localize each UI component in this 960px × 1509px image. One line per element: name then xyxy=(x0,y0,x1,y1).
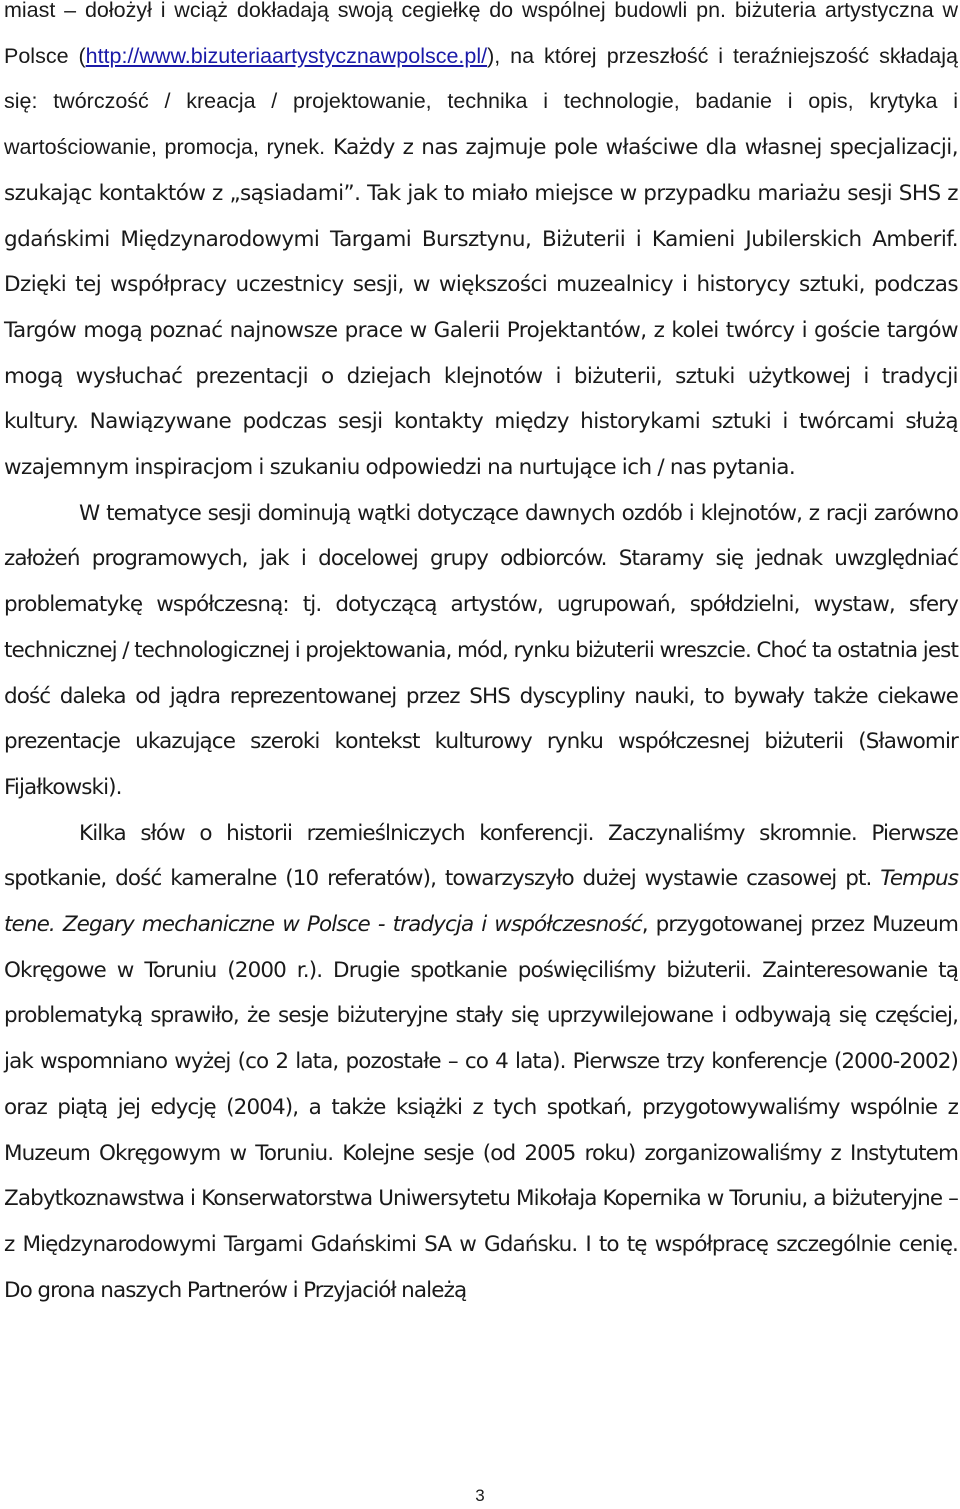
paragraph-history xyxy=(4,811,958,1314)
document-page xyxy=(4,0,958,1313)
website-link[interactable]: http://www.bizuteriaartystycznawpolsce.pl/ xyxy=(85,43,488,68)
exhibition-title: Tempus tene. Zegary mechaniczne w Polsce - tradycja i współczesność xyxy=(4,866,958,938)
text-run: Każdy z nas zajmuje pole właściwe dla własnej specjalizacji, szukając kontaktów z „sąsiadami”. Tak jak to miało miejsce w przypadku mariażu sesji SHS z gdańskimi Międzynarodowymi Targami Bursztynu, Biżuterii i Kamieni Jubilerskich Amberif. Dzięki tej współpracy uczestnicy sesji, w większości muzealnicy i historycy sztuki, podczas Targów mogą poznać najnowsze prace w Galerii Projektantów, z kolei twórcy i goście targów mogą wysłuchać prezentacji o dziejach klejnotów i biżuterii, sztuki użytkowej i tradycji kultury. Nawiązywane podczas sesji kontakty między historykami sztuki i twórcami służą wzajemnym inspiracjom i szukaniu odpowiedzi na nurtujące ich / nas pytania. xyxy=(4,135,958,481)
paragraph-cooperation xyxy=(4,0,958,491)
text-run: przeszłość i teraźniejszość składają się: twórczość / kreacja / projektowanie, technika i technologie, badanie i opis, krytyka i wartościowanie, promocja, rynek. xyxy=(4,43,958,160)
text-run: miast – dołożył i wciąż dokładają swoją cegiełkę do wspólnej budowli pn. biżuteria artystyczna w Polsce ( xyxy=(4,0,958,68)
paragraph-topics xyxy=(4,491,958,811)
text-run: , przygotowanej przez Muzeum Okręgowe w Toruniu (2000 r.). Drugie spotkanie poświęciliśmy biżuterii. Zainteresowanie tą problematyką sprawiło, że sesje biżuteryjne stały się uprzywilejowane i odbywają się częściej, jak wspomniano wyżej (co 2 lata, pozostałe – co 4 lata). Pierwsze trzy konferencje (2000-2002) oraz piątą jej edycję (2004), a także książki z tych spotkań, przygotowywaliśmy wspólnie z Muzeum Okręgowym w Toruniu. Kolejne sesje (od 2005 roku) zorganizowaliśmy z Instytutem Zabytkoznawstwa i Konserwatorstwa Uniwersytetu Mikołaja Kopernika w Toruniu, a biżuteryjne – z Międzynarodowymi Targami Gdańskimi SA w Gdańsku. I to tę współpracę szczególnie cenię. Do grona naszych Partnerów i Przyjaciół należą xyxy=(4,912,958,1303)
text-run: ), na której xyxy=(487,43,597,68)
text-run: W tematyce sesji dominują wątki dotyczące dawnych ozdób i klejnotów, z racji zarówno założeń programowych, jak i docelowej grupy odbiorców. Staramy się jednak uwzględniać problematykę współczesną: tj. dotyczącą artystów, ugrupowań, spółdzielni, wystaw, sfery technicznej / technologicznej i projektowania, mód, rynku biżuterii wreszcie. Choć ta ostatnia jest dość daleka od jądra reprezentowanej przez SHS dyscypliny nauki, to bywały także ciekawe prezentacje ukazujące szeroki kontekst kulturowy rynku współczesnej biżuterii (Sławomir Fijałkowski). xyxy=(4,500,958,800)
page-number: 3 xyxy=(475,1486,485,1505)
text-run: Kilka słów o historii rzemieślniczych konferencji. Zaczynaliśmy skromnie. Pierwsze spotkanie, dość kameralne (10 referatów), towarzyszyło dużej wystawie czasowej pt. xyxy=(4,820,958,892)
